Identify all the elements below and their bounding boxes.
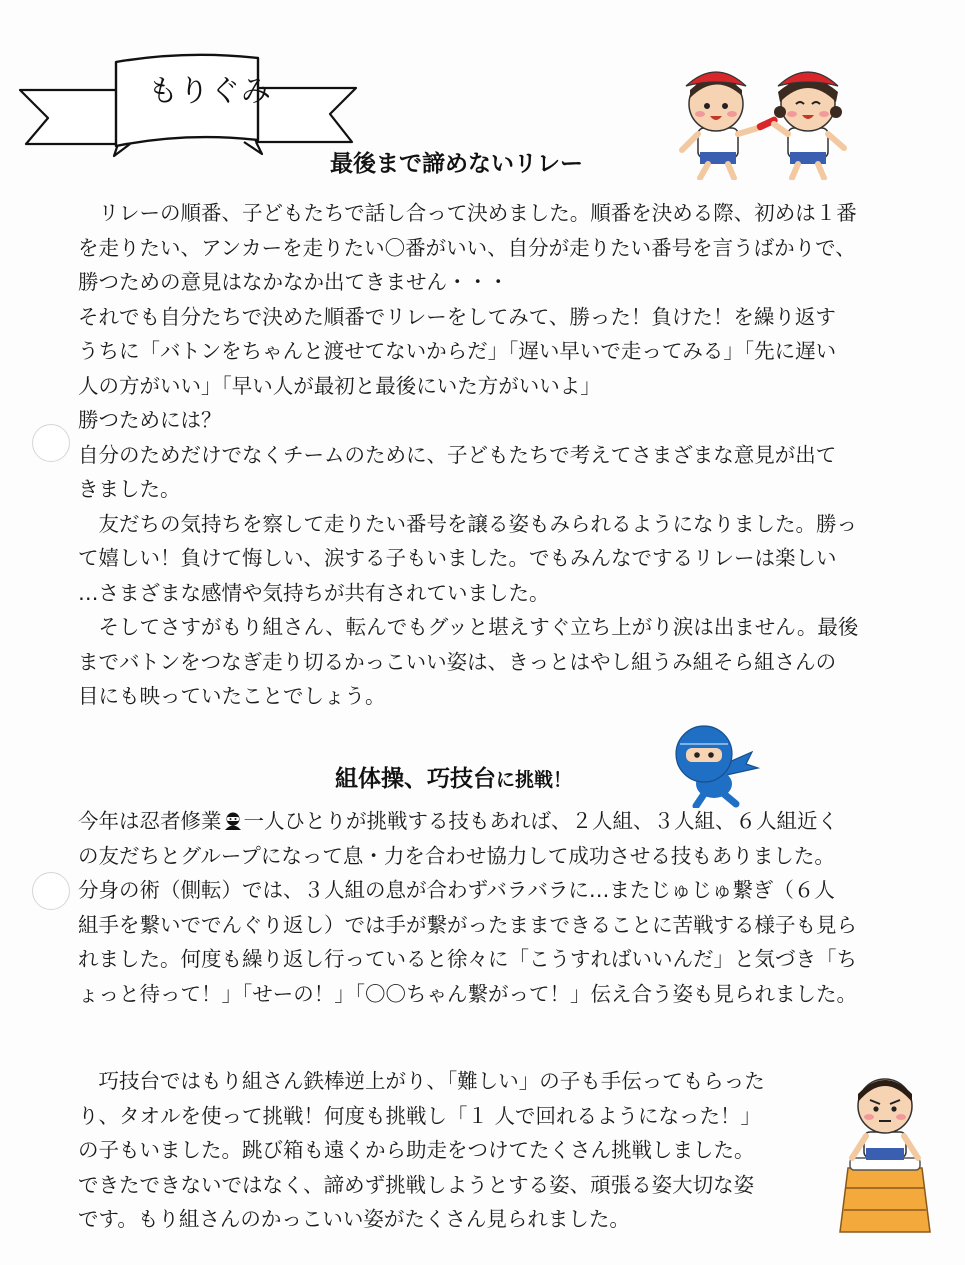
text-line: リレーの順番、子どもたちで話し合って決めました。順番を決める際、初めは１番	[78, 201, 857, 225]
vaulting-paragraph	[78, 1064, 765, 1237]
text-line: …さまざまな感情や気持ちが共有されていました。	[78, 580, 550, 605]
relay-children-illustration	[668, 62, 863, 180]
text-line: 分身の術（側転）では、３人組の息が合わずバラバラに…またじゅじゅ繋ぎ（６人	[78, 878, 835, 902]
text-line: 勝つための意見はなかなか出てきません・・・	[78, 270, 509, 294]
text-line-end: 一人ひとりが挑戦する技もあれば、２人組、３人組、６人組近く	[243, 809, 838, 833]
relay-heading: 最後まで諦めないリレー	[330, 151, 583, 177]
text-line: て嬉しい！負けて悔しい、涙する子もいました。でもみんなでするリレーは楽しい	[78, 546, 837, 570]
text-line: の友だちとグループになって息・力を合わせ協力して成功させる技もありました。	[78, 843, 835, 868]
vaulting-box-child-illustration	[826, 1072, 944, 1234]
text-line	[78, 804, 857, 839]
text-line-start: 今年は忍者修業	[78, 809, 222, 833]
text-line: 人の方がいい」「早い人が最初と最後にいた方がいいよ」	[78, 373, 601, 398]
punch-hole-bottom	[32, 872, 70, 910]
ninja-icon	[222, 812, 244, 830]
text-line: までバトンをつなぎ走り切るかっこいい姿は、きっとはやし組うみ組そら組さんの	[78, 649, 837, 674]
text-line: きました。	[78, 477, 181, 501]
text-line: 組手を繋いででんぐり返し）では手が繋がったままできることに苦戦する様子も見ら	[78, 912, 857, 937]
relay-paragraph	[78, 196, 858, 714]
text-line: 自分のためだけでなくチームのために、子どもたちで考えてさまざまな意見が出て	[78, 442, 837, 467]
punch-hole-top	[32, 424, 70, 462]
gymnastics-heading	[335, 760, 572, 793]
text-line: れました。何度も繰り返し行っていると徐々に「こうすればいいんだ」と気づき「ち	[78, 947, 857, 971]
class-name-label: もりぐみ	[148, 74, 272, 109]
text-line: の子もいました。跳び箱も遠くから助走をつけてたくさん挑戦しました。	[78, 1138, 755, 1162]
text-line: 勝つためには？	[78, 408, 222, 432]
gymnastics-paragraph	[78, 804, 857, 1011]
ninja-illustration	[670, 716, 762, 808]
text-line: そしてさすがもり組さん、転んでもグッと堪えすぐ立ち上がり涙は出ません。最後	[78, 615, 859, 639]
text-line: です。もり組さんのかっこいい姿がたくさん見られました。	[78, 1207, 630, 1231]
text-line: り、タオルを使って挑戦！何度も挑戦し「１ 人で回れるようになった！」	[78, 1103, 762, 1128]
text-line: うちに「バトンをちゃんと渡せてないからだ」「遅い早いで走ってみる」「先に遅い	[78, 339, 837, 363]
text-line: ょっと待って！」「せーの！」「〇〇ちゃん繋がって！」伝え合う姿も見られました。	[78, 981, 857, 1006]
text-line: 友だちの気持ちを察して走りたい番号を譲る姿もみられるようになりました。勝っ	[78, 511, 857, 536]
gymnastics-heading-main: 組体操、巧技台	[335, 766, 496, 792]
text-line: できたできないではなく、諦めず挑戦しようとする姿、頑張る姿大切な姿	[78, 1172, 755, 1197]
text-line: 巧技台ではもり組さん鉄棒逆上がり、「難しい」の子も手伝ってもらった	[78, 1069, 765, 1093]
text-line: 目にも映っていたことでしょう。	[78, 684, 386, 708]
gymnastics-heading-suffix: に挑戦！	[496, 769, 573, 791]
text-line: を走りたい、アンカーを走りたい〇番がいい、自分が走りたい番号を言うばかりで、	[78, 235, 856, 260]
text-line: それでも自分たちで決めた順番でリレーをしてみて、勝った！負けた！を繰り返す	[78, 304, 836, 329]
